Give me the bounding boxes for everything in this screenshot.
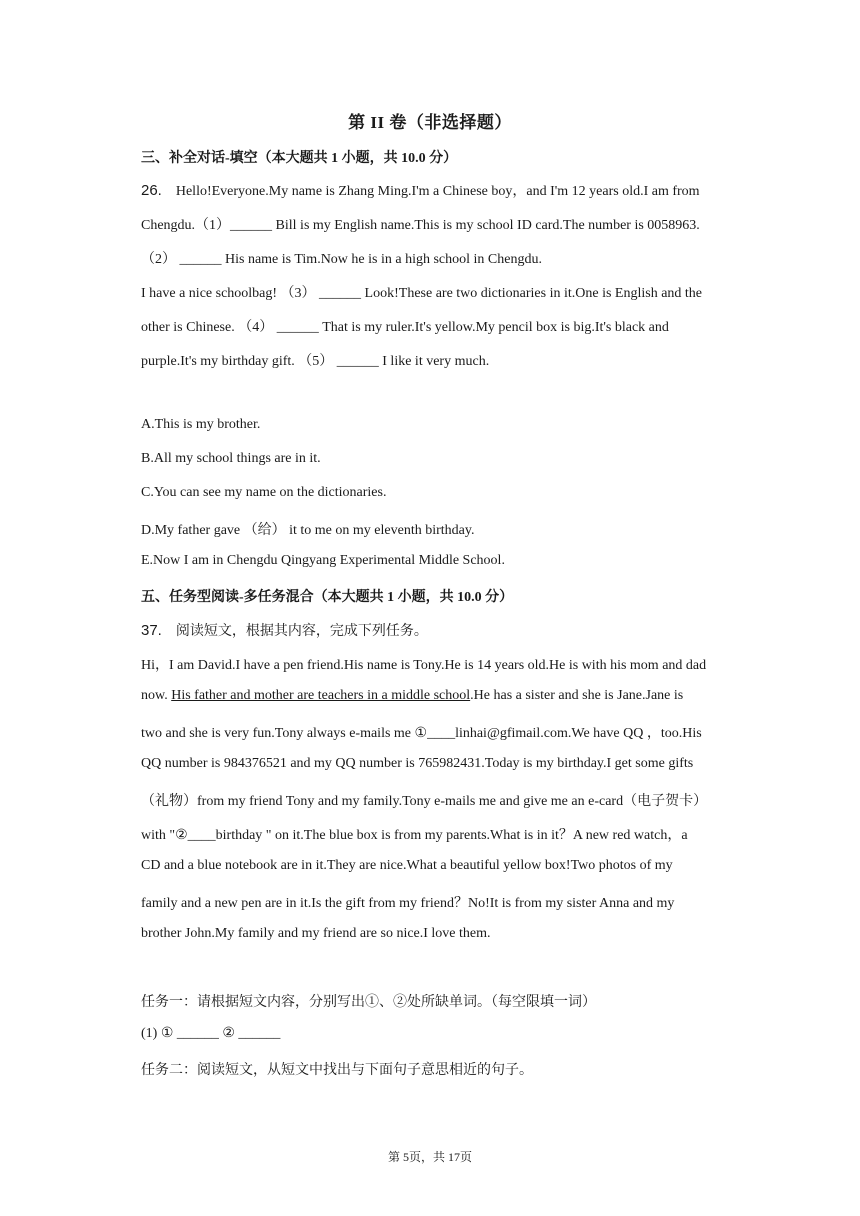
passage-line: brother John.My family and my friend are so nice.I love them. bbox=[141, 926, 491, 941]
question-number: 26. bbox=[141, 182, 162, 199]
page-footer: 第 5页，共 17页 bbox=[387, 1150, 472, 1164]
passage-line: Hi，I am David.I have a pen friend.His name is Tony.He is 14 years old.He is with his mom and dad bbox=[141, 658, 707, 673]
dialogue-text: Hello!Everyone.My name is Zhang Ming.I'm a Chinese boy，and I'm 12 years old.I am from bbox=[175, 184, 700, 199]
dialogue-line: I have a nice schoolbag! （3） ______ Look!These are two dictionaries in it.One is English and the bbox=[141, 286, 703, 301]
passage-text: now. bbox=[141, 688, 172, 703]
question-37-line-1 bbox=[141, 620, 761, 640]
option-d: D.My father gave （给） it to me on my eleventh birthday. bbox=[141, 523, 475, 538]
passage-line: CD and a blue notebook are in it.They are nice.What a beautiful yellow box!Two photos of my bbox=[141, 858, 673, 873]
task-1-instruction: 任务一：请根据短文内容，分别写出①、②处所缺单词。（每空限填一词） bbox=[141, 995, 596, 1010]
section-3-heading: 三、补全对话-填空（本大题共 1 小题，共 10.0 分） bbox=[141, 151, 458, 166]
task-2-instruction: 任务二：阅读短文，从短文中找出与下面句子意思相近的句子。 bbox=[141, 1063, 533, 1078]
dialogue-line: （2） ______ His name is Tim.Now he is in a high school in Chengdu. bbox=[141, 252, 542, 267]
passage-line: （礼物）from my friend Tony and my family.Tony e-mails me and give me an e-card（电子贺卡） bbox=[141, 794, 708, 809]
option-a: A.This is my brother. bbox=[141, 417, 261, 432]
instruction-text: 阅读短文，根据其内容，完成下列任务。 bbox=[175, 624, 428, 639]
option-b: B.All my school things are in it. bbox=[141, 451, 321, 466]
dialogue-line: Chengdu.（1）______ Bill is my English name.This is my school ID card.The number is 0058963. bbox=[141, 218, 700, 233]
option-e: E.Now I am in Chengdu Qingyang Experimental Middle School. bbox=[141, 553, 505, 568]
passage-line: QQ number is 984376521 and my QQ number is 765982431.Today is my birthday.I get some gifts bbox=[141, 756, 694, 771]
passage-line bbox=[141, 688, 761, 704]
passage-line: with "②____birthday " on it.The blue box is from my parents.What is in it？A new red watch，a bbox=[141, 828, 688, 843]
task-1-answer-blanks: (1) ① ______ ② ______ bbox=[141, 1026, 281, 1041]
section-5-heading: 五、任务型阅读-多任务混合（本大题共 1 小题，共 10.0 分） bbox=[141, 590, 514, 605]
question-number: 37. bbox=[141, 622, 162, 639]
option-c: C.You can see my name on the dictionaries. bbox=[141, 485, 387, 500]
dialogue-line: purple.It's my birthday gift. （5） ______ I like it very much. bbox=[141, 354, 490, 369]
page-title: 第 II 卷（非选择题） bbox=[348, 113, 512, 132]
question-26-line-1 bbox=[141, 180, 761, 200]
dialogue-line: other is Chinese. （4） ______ That is my ruler.It's yellow.My pencil box is big.It's black and bbox=[141, 320, 669, 335]
passage-line: two and she is very fun.Tony always e-mails me ①____linhai@gfimail.com.We have QQ ，too.His bbox=[141, 726, 702, 741]
passage-text: .He has a sister and she is Jane.Jane is bbox=[470, 688, 684, 703]
passage-line: family and a new pen are in it.Is the gift from my friend？No!It is from my sister Anna and my bbox=[141, 896, 675, 911]
underlined-sentence: His father and mother are teachers in a middle school bbox=[171, 688, 471, 703]
